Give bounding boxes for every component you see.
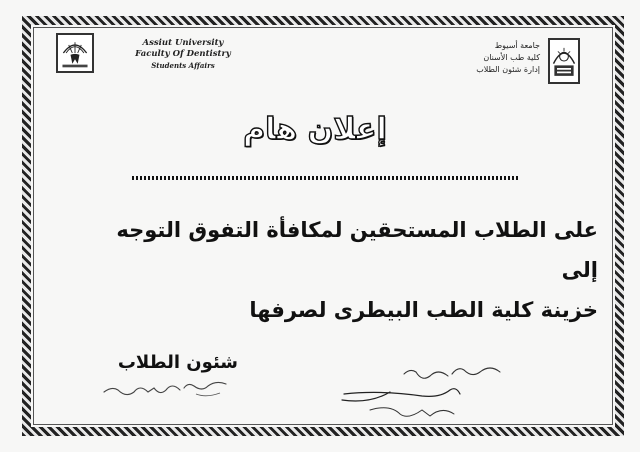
university-name-ar: جامعة أسيوط xyxy=(494,41,540,50)
arabic-header xyxy=(440,40,540,76)
department-name-ar: إدارة شئون الطلاب xyxy=(476,65,540,74)
announcement-line-1: على الطلاب المستحقين لمكافأة التفوق التوجه إلى xyxy=(116,218,598,282)
signer-name: شئون الطلاب xyxy=(117,352,238,373)
assiut-university-logo-icon xyxy=(548,38,580,84)
dotted-divider xyxy=(132,176,520,180)
announcement-title: إعلان هام xyxy=(243,112,387,147)
faculty-name-ar: كلية طب الأسنان xyxy=(483,53,540,62)
department-name-en: Students Affairs xyxy=(151,61,215,70)
announcement-line-2: خزينة كلية الطب البيطرى لصرفها xyxy=(249,298,598,322)
english-header xyxy=(128,38,238,71)
university-name-en: Assiut University xyxy=(142,38,224,48)
announcement-body xyxy=(110,210,598,330)
faculty-name-en: Faculty Of Dentistry xyxy=(135,49,231,59)
handwritten-signature-left xyxy=(96,376,236,402)
handwritten-signature-right xyxy=(330,360,510,426)
dentistry-logo-icon xyxy=(56,33,94,73)
